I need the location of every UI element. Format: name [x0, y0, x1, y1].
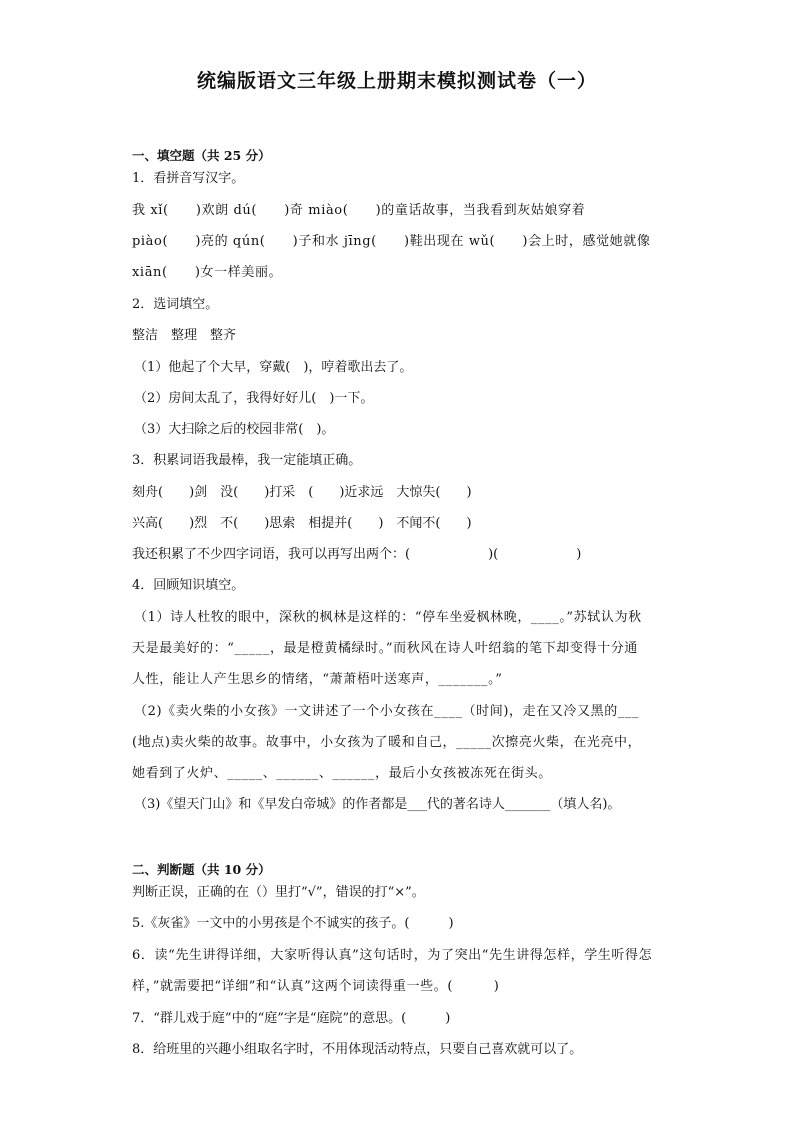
question-1-line-3: xiān( )女一样美丽。 — [132, 265, 283, 280]
question-4-item-3: （3)《望天门山》和《早发白帝城》的作者都是___代的著名诗人_______（填人名)。 — [134, 797, 621, 812]
page-title: 统编版语文三年级上册期末模拟测试卷（一） — [196, 70, 597, 92]
question-6-line-1: 6．读“先生讲得详细，大家听得认真”这句话时，为了突出“先生讲得怎样，学生听得怎 — [132, 948, 653, 963]
question-3-extra-idioms: 我还积累了不少四字词语，我可以再写出两个：( )( ) — [132, 547, 582, 562]
section-heading-fill-in: 一、填空题（共 25 分） — [132, 148, 271, 163]
question-2-item-2: （2）房间太乱了，我得好好儿( )一下。 — [134, 391, 374, 406]
question-3-idioms-row-2: 兴高( )烈 不( )思索 相提并( ) 不闻不( ) — [132, 516, 472, 531]
section-heading-true-false: 二、判断题（共 10 分） — [132, 862, 271, 877]
question-6-line-2: 样，”就需要把“详细”和“认真”这两个词读得重一些。( ) — [132, 979, 500, 994]
question-2-item-3: （3）大扫除之后的校园非常( )。 — [134, 422, 335, 437]
question-4-item-1-line-1: （1）诗人杜牧的眼中，深秋的枫林是这样的：“停车坐爱枫林晚，____。”苏轼认为秋 — [134, 610, 642, 625]
question-4-item-2-line-3: 她看到了火炉、_____、______、______，最后小女孩被冻死在街头。 — [132, 766, 552, 781]
question-1-line-2: piào( )亮的 qún( )子和水 jīng( )鞋出现在 wǔ( )会上时，感觉她就像 — [132, 234, 651, 249]
question-4-item-1-line-2: 天是最美好的：“_____，最是橙黄橘绿时。”而秋风在诗人叶绍翁的笔下却变得十分通 — [132, 641, 638, 656]
question-4-item-2-line-2: (地点)卖火柴的故事。故事中，小女孩为了暖和自己，_____次擦亮火柴，在光亮中， — [132, 735, 642, 750]
question-2-prompt: 2．选词填空。 — [132, 297, 219, 312]
question-4-item-1-line-3: 人性，能让人产生思乡的情绪，“萧萧梧叶送寒声，_______。” — [132, 672, 503, 687]
question-2-item-1: （1）他起了个大早，穿戴( )，哼着歌出去了。 — [134, 360, 413, 375]
question-3-prompt: 3．积累词语我最棒，我一定能填正确。 — [132, 453, 362, 468]
question-1-line-1: 我 xǐ( )欢朗 dú( )奇 miào( )的童话故事，当我看到灰姑娘穿着 — [132, 203, 586, 218]
question-2-word-bank: 整洁 整理 整齐 — [132, 328, 237, 343]
question-1-prompt: 1．看拼音写汉字。 — [132, 171, 245, 186]
true-false-instructions: 判断正误，正确的在（）里打“√”，错误的打“×”。 — [132, 885, 425, 900]
question-8: 8．给班里的兴趣小组取名字时，不用体现活动特点，只要自己喜欢就可以了。 — [132, 1042, 583, 1057]
question-4-prompt: 4．回顾知识填空。 — [132, 578, 245, 593]
question-5: 5.《灰雀》一文中的小男孩是个不诚实的孩子。( ) — [132, 916, 454, 931]
question-4-item-2-line-1: （2)《卖火柴的小女孩》一文讲述了一个小女孩在____（时间)，走在又冷又黑的___ — [134, 704, 640, 719]
question-7: 7．“群儿戏于庭”中的“庭”字是“庭院”的意思。( ) — [132, 1011, 451, 1026]
question-3-idioms-row-1: 刻舟( )剑 没( )打采 ( )近求远 大惊失( ) — [132, 485, 472, 500]
